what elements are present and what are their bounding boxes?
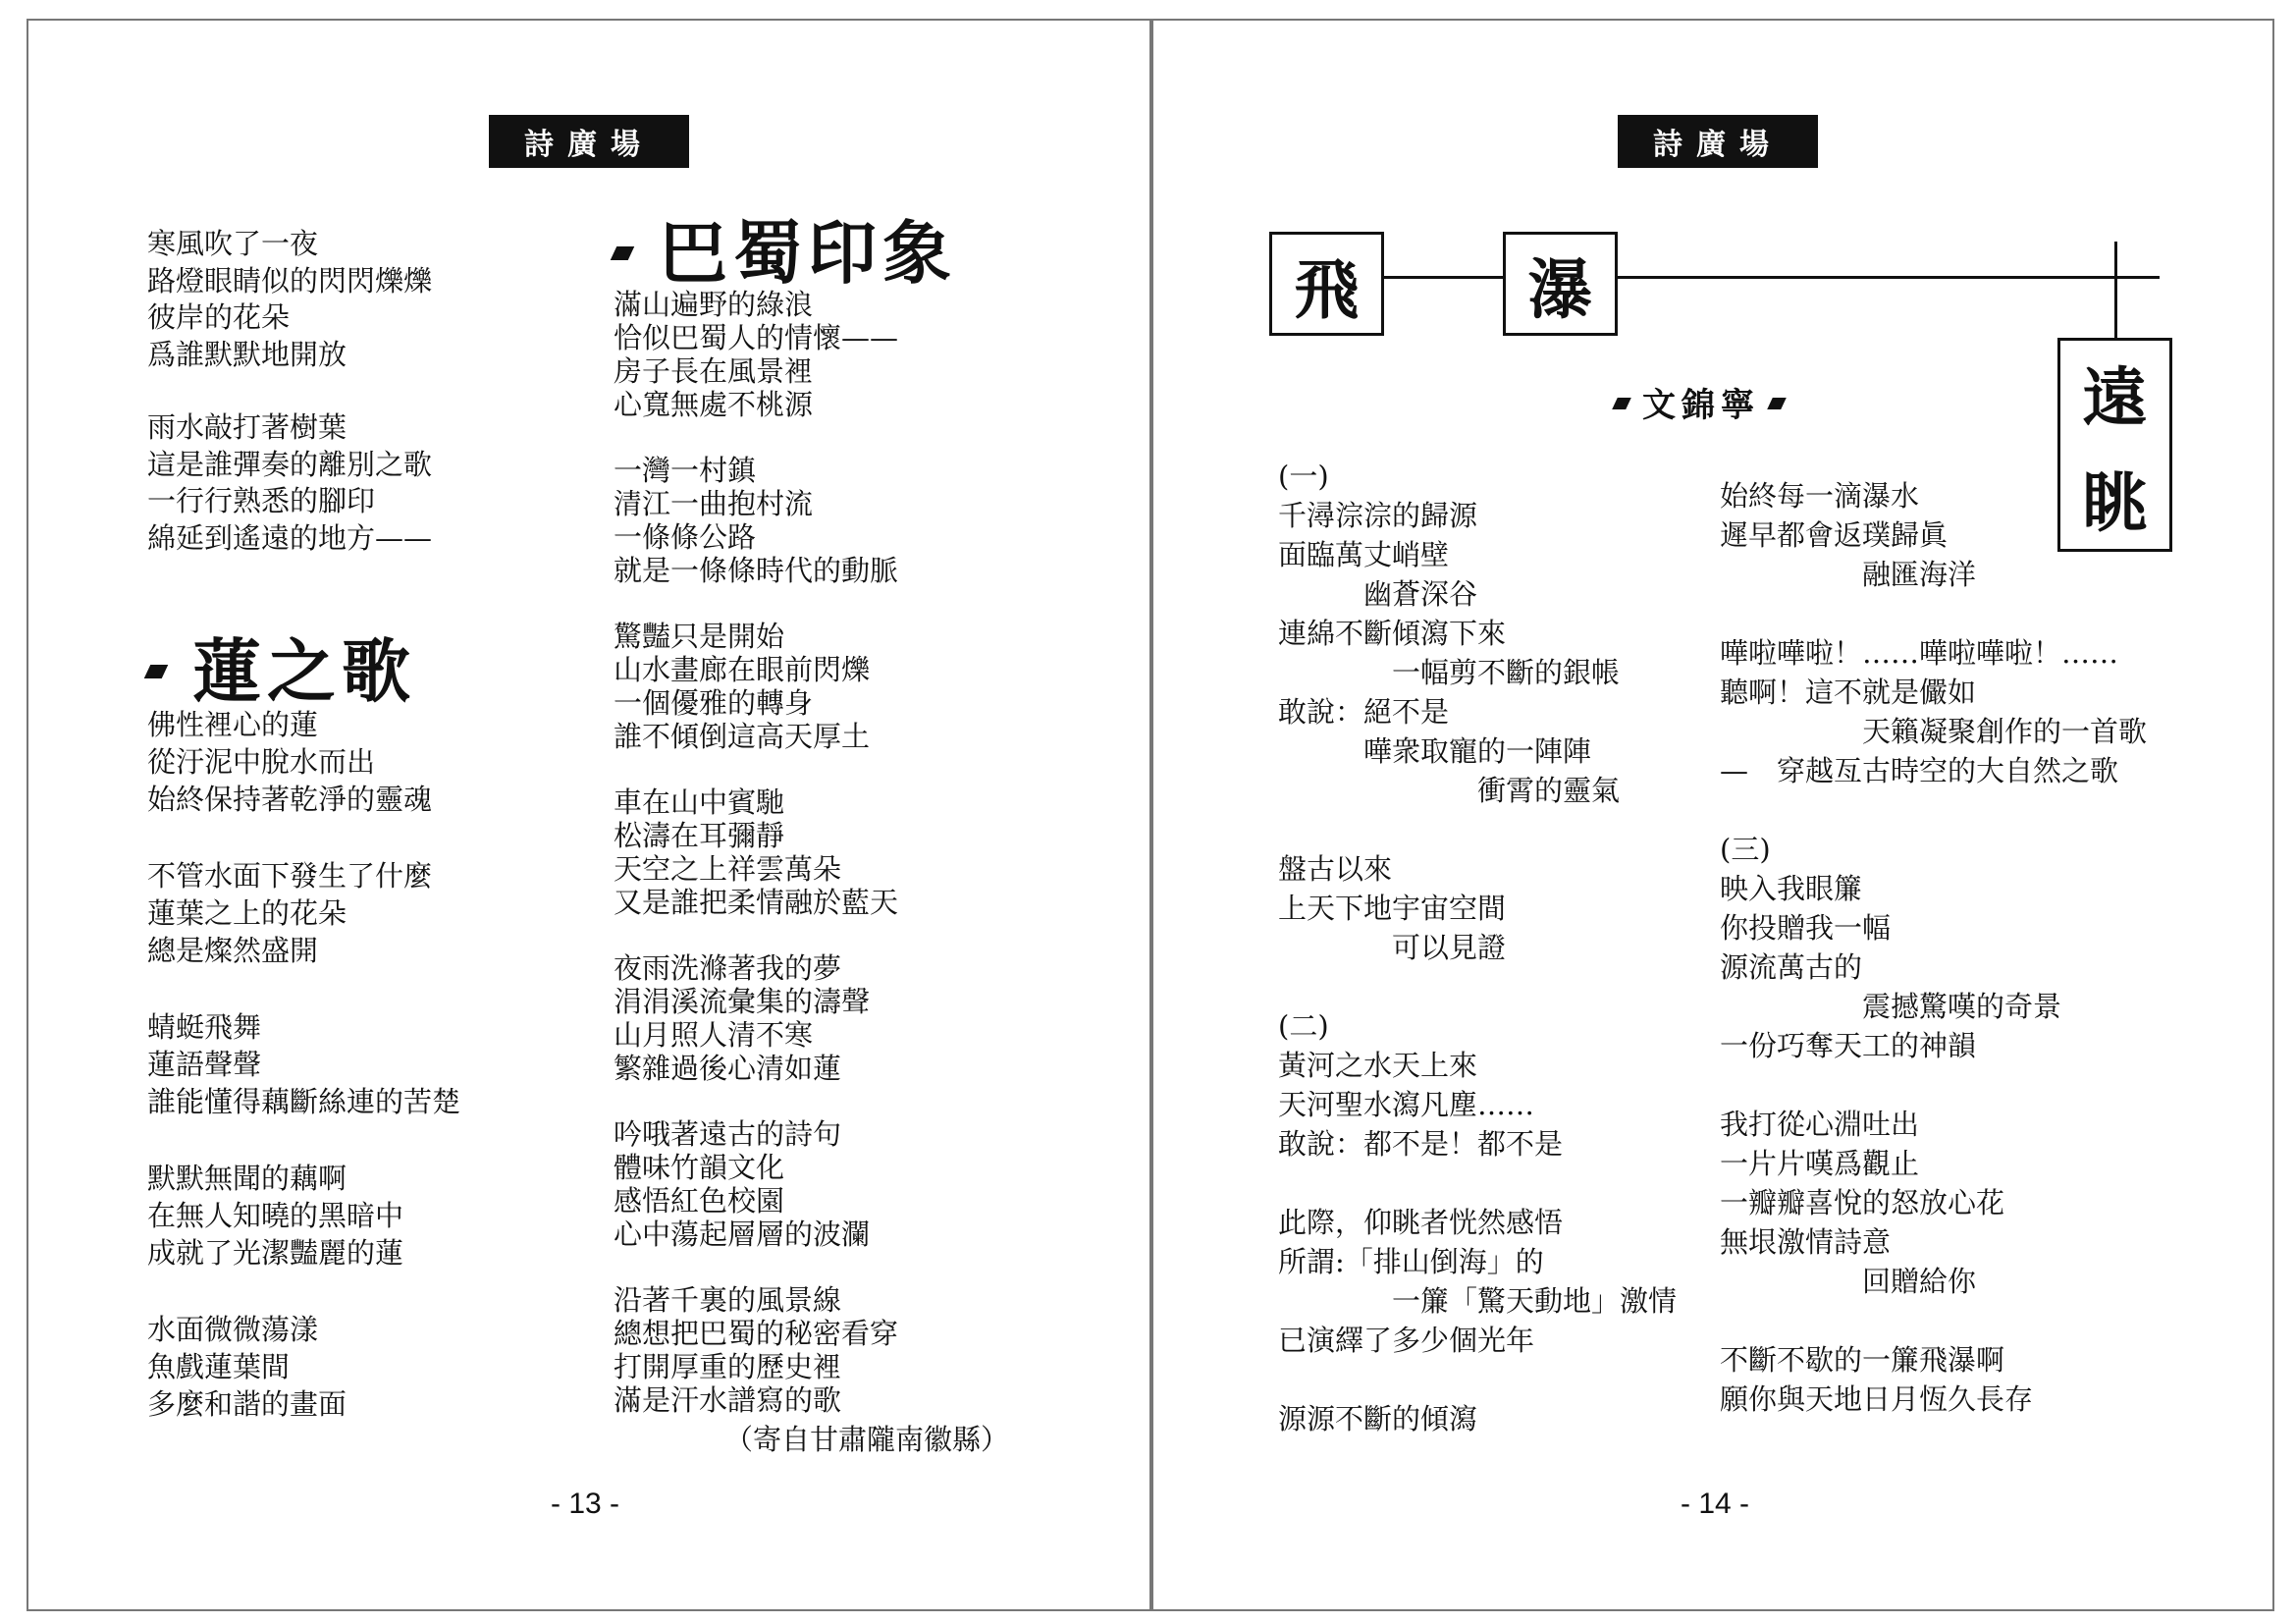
right-section-header: 詩廣場 [1618, 115, 1818, 168]
right-page-number: - 14 - [1681, 1488, 1750, 1520]
poem-line: 嘩衆取寵的一陣陣 [1278, 734, 1592, 768]
poem-line: 天籟凝聚創作的一首歌 [1720, 715, 2148, 748]
stanza [147, 858, 460, 970]
poem-line: 一行行熟悉的腳印 [147, 484, 376, 517]
poem-line: 回贈給你 [1720, 1265, 1977, 1298]
poem-line: 聽啊！這不就是儼如 [1720, 676, 1977, 709]
poem-line: 沿著千裏的風景線 [614, 1283, 842, 1317]
poem-line: 打開厚重的歷史裡 [614, 1350, 842, 1383]
poem-line: 所謂:「排山倒海」的 [1278, 1245, 1544, 1278]
blank-line [1720, 1065, 2147, 1105]
poem-line: 蓮葉之上的花朵 [147, 896, 347, 930]
poem-line: 清江一曲抱村流 [614, 487, 814, 520]
poem-line: 遲早都會返璞歸眞 [1720, 518, 1949, 552]
poem-line: 從汙泥中脫水而出 [147, 745, 376, 779]
poem-line: 多麼和諧的畫面 [147, 1387, 347, 1421]
poem-line: 彼岸的花朵 [147, 300, 291, 334]
title-char-yuan: 遠 [2082, 360, 2148, 436]
poem-line: 願你與天地日月恆久長存 [1720, 1382, 2034, 1416]
title-char-fei: 飛 [1294, 251, 1360, 328]
poem-line: 路燈眼睛似的閃閃爍爍 [147, 263, 433, 298]
stanza [614, 785, 898, 919]
poem-line: 一片片嘆爲觀止 [1720, 1147, 1920, 1180]
poem-line: 不管水面下發生了什麼 [147, 859, 433, 893]
author-byline [1615, 378, 1784, 426]
poem-line: 一灣一村鎮 [614, 454, 757, 487]
poem-line: — 穿越亙古時空的大自然之歌 [1720, 754, 2119, 787]
stanza [614, 1283, 898, 1417]
poem-line: 滿是汗水譜寫的歌 [614, 1383, 842, 1417]
stanza [614, 288, 898, 421]
blank-line [1278, 967, 1677, 1006]
poem-line: (二) [1278, 1009, 1329, 1043]
poem-line: (三) [1720, 833, 1771, 866]
poem-line: 一個優雅的轉身 [614, 686, 814, 720]
poem-line: 水面微微蕩漾 [147, 1313, 319, 1346]
poem-line: 震撼驚嘆的奇景 [1720, 990, 2062, 1023]
bashu-impression-note: （寄自甘肅隴南徽縣） [724, 1423, 1010, 1456]
bashu-impression-poem [614, 288, 898, 1449]
poem-line: 源源不斷的傾瀉 [1278, 1402, 1478, 1435]
poem-line: 敢說：絕不是 [1278, 695, 1450, 729]
poem-line: 綿延到遙遠的地方—— [147, 520, 433, 555]
poem-line: 敢說：都不是！都不是 [1278, 1127, 1564, 1161]
blank-line [1278, 1164, 1677, 1203]
poem-line: 誰能懂得藕斷絲連的苦楚 [147, 1085, 461, 1118]
stanza [147, 1312, 460, 1424]
poem-line: 魚戲蓮葉間 [147, 1350, 291, 1383]
poem-line: 又是誰把柔情融於藍天 [614, 886, 899, 919]
stanza [614, 951, 898, 1085]
blank-line [1720, 1301, 2147, 1340]
poem-line: 一幅剪不斷的銀帳 [1278, 656, 1621, 689]
left-section-header: 詩廣場 [489, 115, 689, 168]
poem-line: 上天下地宇宙空間 [1278, 892, 1507, 925]
poem-line: 可以見證 [1278, 931, 1507, 964]
poem-line: 千潯淙淙的歸源 [1278, 499, 1478, 532]
poem-line: 松濤在耳彌靜 [614, 819, 785, 852]
poem-line: 爲誰默默地開放 [147, 337, 347, 371]
title-vertical-line [2114, 242, 2117, 340]
poem-line: 在無人知曉的黑暗中 [147, 1199, 404, 1232]
poem-line: 總想把巴蜀的秘密看穿 [614, 1317, 899, 1350]
poem-line: 天空之上祥雲萬朵 [614, 852, 842, 886]
poem-line: 總是燦然盛開 [147, 934, 319, 967]
poem-line: 繁雜過後心清如蓮 [614, 1052, 842, 1085]
poem-line: (一) [1278, 460, 1329, 493]
title-char-pu: 瀑 [1527, 251, 1593, 328]
lotus-song-poem [147, 707, 460, 1463]
poem-line: 一簾「驚天動地」激情 [1278, 1284, 1678, 1318]
poem-line: 源流萬古的 [1720, 950, 1863, 984]
poem-line: 車在山中賓馳 [614, 785, 785, 819]
title-box-fei [1269, 232, 1384, 336]
author-name: 文錦寧 [1642, 386, 1760, 425]
poem-line: 感悟紅色校園 [614, 1184, 785, 1218]
poem-line: 默默無聞的藕啊 [147, 1162, 347, 1195]
poem-line: 吟哦著遠古的詩句 [614, 1117, 842, 1151]
blank-line [1720, 790, 2147, 830]
poem-line: 房子長在風景裡 [614, 354, 814, 388]
poem-line: 始終保持著乾淨的靈魂 [147, 783, 433, 816]
poem-line: 恰似巴蜀人的情懷—— [614, 321, 899, 354]
bashu-impression-title-text: 巴蜀印象 [659, 212, 957, 294]
poem-line: 一瓣瓣喜悅的怒放心花 [1720, 1186, 2005, 1219]
author-mark-left-icon [1612, 398, 1631, 409]
poem-line: 山月照人清不寒 [614, 1018, 814, 1052]
poem-line: 幽蒼深谷 [1278, 577, 1478, 611]
title-mark-icon [144, 665, 169, 678]
stanza [147, 1009, 460, 1121]
poem-line: 一份巧奪天工的神韻 [1720, 1029, 1977, 1062]
poem-line: 涓涓溪流彙集的濤聲 [614, 985, 871, 1018]
lotus-song-title-text: 蓮之歌 [192, 630, 416, 712]
blank-line [1720, 594, 2147, 633]
poem-line: 盤古以來 [1278, 852, 1393, 886]
waterfall-poem-column-1 [1278, 457, 1677, 1438]
blank-line [1278, 810, 1677, 849]
poem-line: 雨水敲打著樹葉 [147, 410, 347, 444]
poem-line: 融匯海洋 [1720, 558, 1977, 591]
poem-line: 無垠激情詩意 [1720, 1225, 1892, 1259]
poem-line: 這是誰彈奏的離別之歌 [147, 447, 433, 481]
poem-line: 衝霄的靈氣 [1278, 774, 1621, 807]
poem-line: 不斷不歇的一簾飛瀑啊 [1720, 1343, 2005, 1377]
left-page-number: - 13 - [551, 1488, 620, 1520]
poem-line: 就是一條條時代的動脈 [614, 554, 899, 587]
stanza [147, 707, 460, 819]
poem-line: 映入我眼簾 [1720, 872, 1863, 905]
poem-line: 夜雨洗滌著我的夢 [614, 951, 842, 985]
poem-line: 成就了光潔豔麗的蓮 [147, 1236, 404, 1270]
stanza [614, 1117, 898, 1251]
poem-line: 此際，仰眺者恍然感悟 [1278, 1206, 1564, 1239]
title-box-pu [1503, 232, 1618, 336]
bashu-impression-title [614, 198, 957, 298]
poem-line: 蜻蜓飛舞 [147, 1010, 262, 1044]
title-connector-line [1379, 276, 2160, 279]
title-mark-icon [611, 246, 635, 260]
stanza [614, 454, 898, 587]
poem-line: 誰不傾倒這高天厚土 [614, 720, 871, 753]
stanza [147, 1161, 460, 1272]
poem-line: 面臨萬丈峭壁 [1278, 538, 1450, 571]
poem-line: 寒風吹了一夜 [147, 227, 319, 260]
poem-line: 天河聖水瀉凡塵…… [1278, 1088, 1535, 1121]
poem-line: 體味竹韻文化 [614, 1151, 785, 1184]
title-char-tiao: 眺 [2082, 465, 2148, 541]
poem-line: 一條條公路 [614, 520, 757, 554]
poem-line: 心中蕩起層層的波瀾 [614, 1218, 871, 1251]
poem-line: 滿山遍野的綠浪 [614, 288, 814, 321]
poem-line: 始終每一滴瀑水 [1720, 479, 1920, 513]
lotus-song-title [147, 617, 416, 716]
poem-line: 我打從心淵吐出 [1720, 1108, 1920, 1141]
blank-line [1278, 1360, 1677, 1399]
poem-line: 已演繹了多少個光年 [1278, 1324, 1535, 1357]
poem-line: 蓮語聲聲 [147, 1048, 262, 1081]
left-untitled-poem [147, 226, 432, 593]
poem-line: 你投贈我一幅 [1720, 911, 1892, 945]
stanza [147, 409, 432, 557]
author-mark-right-icon [1767, 398, 1787, 409]
stanza [614, 620, 898, 753]
poem-line: 驚豔只是開始 [614, 620, 785, 653]
poem-line: 山水畫廊在眼前閃爍 [614, 653, 871, 686]
waterfall-poem-column-2 [1720, 476, 2147, 1419]
poem-line: 佛性裡心的蓮 [147, 708, 319, 741]
poem-line: 黃河之水天上來 [1278, 1049, 1478, 1082]
poem-line: 心寬無處不桃源 [614, 388, 814, 421]
poem-line: 連綿不斷傾瀉下來 [1278, 617, 1507, 650]
stanza [147, 226, 432, 373]
poem-line: 嘩啦嘩啦！……嘩啦嘩啦！…… [1720, 636, 2119, 670]
